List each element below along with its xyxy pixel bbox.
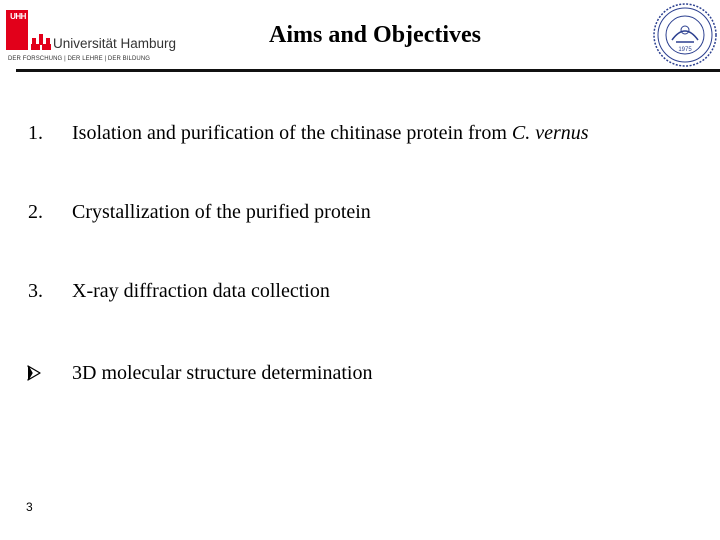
page-number: 3 — [26, 500, 33, 514]
objective-item-3 — [0, 279, 720, 311]
objective-item-4 — [0, 361, 720, 393]
objective-item-2 — [0, 200, 720, 232]
objective-text: 3D molecular structure determination — [72, 362, 373, 384]
page-title: Aims and Objectives — [269, 22, 481, 48]
seal-year: 1975 — [678, 47, 692, 53]
uhh-tagline: DER FORSCHUNG | DER LEHRE | DER BILDUNG — [8, 56, 151, 62]
objective-text: X-ray diffraction data collection — [72, 280, 330, 302]
header-divider — [16, 69, 720, 72]
uhh-name: Universität Hamburg — [53, 36, 177, 51]
objective-text: Isolation and purification of the chitinase protein from C. vernus — [72, 122, 589, 144]
objective-marker: 3. — [28, 280, 43, 302]
species-name: C. vernus — [511, 122, 589, 144]
arrow-bullet-icon — [27, 365, 41, 381]
university-seal-icon — [652, 2, 718, 68]
objective-marker: 1. — [28, 122, 43, 144]
objective-marker: 2. — [28, 201, 43, 223]
objective-text: Crystallization of the purified protein — [72, 201, 371, 223]
uhh-box-text: UHH — [10, 12, 26, 21]
objective-item-1 — [0, 121, 720, 153]
